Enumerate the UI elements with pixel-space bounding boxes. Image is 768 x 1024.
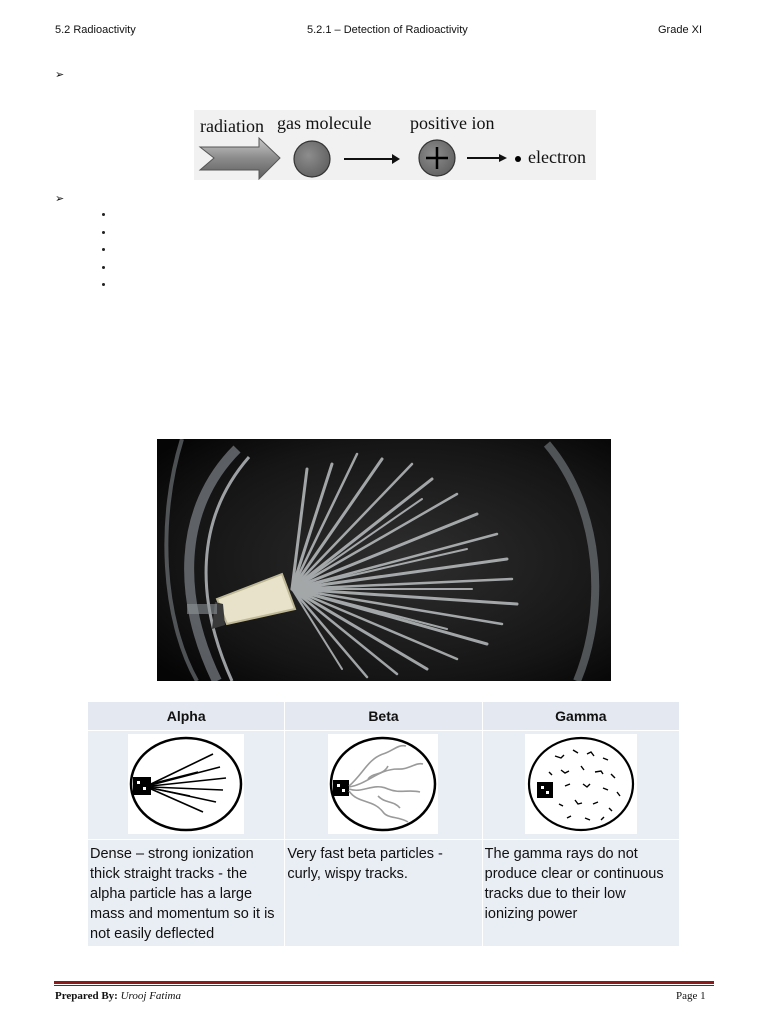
footer-rule-thick (54, 981, 714, 984)
label-positive-ion: positive ion (410, 113, 495, 133)
label-gas-molecule: gas molecule (277, 113, 372, 133)
arrow-bullet-2: ➢ (55, 193, 65, 205)
gamma-description: The gamma rays do not produce clear or continuous tracks due to their low ionizing power (482, 840, 679, 947)
column-header-gamma: Gamma (482, 702, 679, 731)
ionization-diagram (194, 110, 596, 180)
header-chapter: 5.2 Radioactivity (55, 24, 136, 36)
dot-bullet-list (100, 207, 120, 295)
header-grade: Grade XI (658, 24, 703, 36)
page-footer (0, 990, 768, 1006)
radiation-arrow-shape (200, 138, 280, 179)
cloud-chamber-image (157, 439, 611, 681)
electron-dot (515, 156, 521, 162)
page-header (0, 24, 768, 40)
beta-tracks-cell (285, 731, 482, 840)
header-section: 5.2.1 – Detection of Radioactivity (307, 24, 468, 36)
column-header-alpha: Alpha (88, 702, 285, 731)
gamma-tracks-cell (482, 731, 679, 840)
gas-molecule-shape (294, 141, 330, 177)
column-header-beta: Beta (285, 702, 482, 731)
footer-page-number: Page 1 (676, 990, 706, 1002)
tracks-comparison-table (87, 701, 680, 947)
alpha-tracks-diagram (128, 734, 244, 834)
beta-description: Very fast beta particles - curly, wispy tracks. (285, 840, 482, 947)
ionization-graphic (194, 110, 596, 180)
label-radiation: radiation (200, 116, 264, 136)
list-item (100, 277, 120, 295)
alpha-tracks-cell (88, 731, 285, 840)
arrow-bullet-1: ➢ (55, 69, 65, 81)
alpha-description: Dense – strong ionization thick straight tracks - the alpha particle has a large mass and momentum so it is not easily deflected (88, 840, 285, 947)
label-electron: electron (528, 147, 586, 167)
cloud-chamber-photo (157, 439, 611, 681)
footer-author: Urooj Fatima (120, 990, 181, 1002)
list-item (100, 242, 120, 260)
beta-tracks-diagram (328, 734, 438, 834)
list-item (100, 260, 120, 278)
footer-prepared-label: Prepared By: (55, 990, 118, 1002)
footer-credit (55, 990, 181, 1002)
gamma-tracks-diagram (525, 734, 637, 834)
footer-rule-thin (54, 985, 714, 986)
list-item (100, 207, 120, 225)
list-item (100, 225, 120, 243)
